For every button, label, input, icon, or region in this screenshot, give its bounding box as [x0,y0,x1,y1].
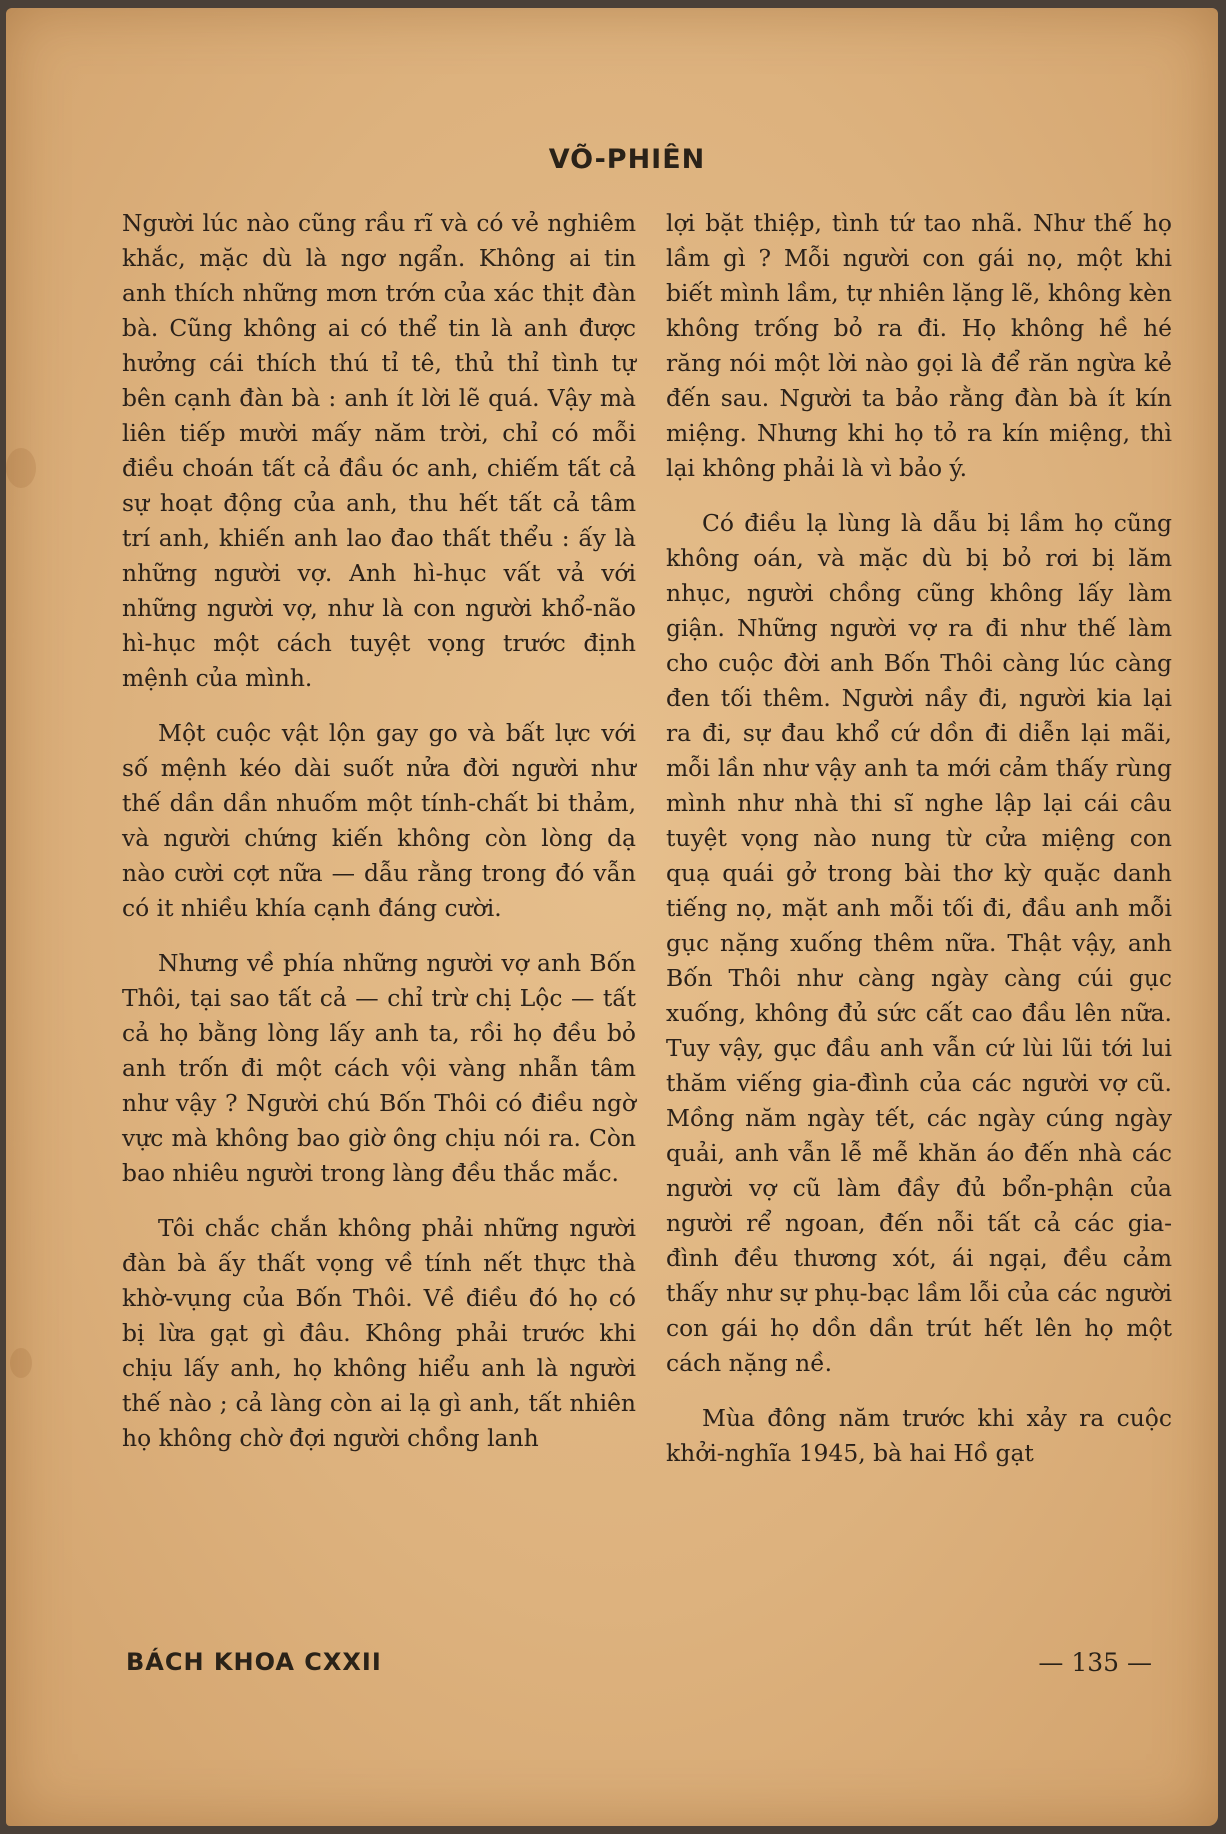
paragraph: Tôi chắc chắn không phải những người đàn bà ấy thất vọng về tính nết thực thà khờ-vụng của Bốn Thôi. Về điều đó họ có bị lừa gạt gì đâu. Không phải trước khi chịu lấy anh, họ không hiểu anh là người thế nào ; cả làng còn ai lạ gì anh, tất nhiên họ không chờ đợi người chồng lanh [122,1214,636,1452]
paragraph: Người lúc nào cũng rầu rĩ và có vẻ nghiêm khắc, mặc dù là ngơ ngẩn. Không ai tin anh thích những mơn trớn của xác thịt đàn bà. Cũng không ai có thể tin là anh được hưởng cái thích thú tỉ tê, thủ thỉ tình tự bên cạnh đàn bà : anh ít lời lẽ quá. Vậy mà liên tiếp mười mấy năm trời, chỉ có mỗi điều choán tất cả đầu óc anh, chiếm tất cả sự hoạt động của anh, thu hết tất cả tâm trí anh, khiến anh lao đao thất thểu : ấy là những người vợ. Anh hì-hục vất vả với những người vợ, như là con người khổ-não hì-hục một cách tuyệt vọng trước định mệnh của mình. [122,209,636,692]
book-page [6,8,1218,1826]
page-number: — 135 — [1038,1648,1152,1677]
paragraph: lợi bặt thiệp, tình tứ tao nhã. Như thế họ lầm gì ? Mỗi người con gái nọ, một khi biết mình lầm, tự nhiên lặng lẽ, không kèn không trống bỏ ra đi. Họ không hề hé răng nói một lời nào gọi là để răn ngừa kẻ đến sau. Người ta bảo rằng đàn bà ít kín miệng. Nhưng khi họ tỏ ra kín miệng, thì lại không phải là vì bảo ý. [666,209,1172,482]
publication-footer: BÁCH KHOA CXXII [126,1648,382,1676]
left-column [122,206,636,1476]
paragraph: Mùa đông năm trước khi xảy ra cuộc khởi-nghĩa 1945, bà hai Hồ gạt [666,1404,1172,1467]
paper-stain [10,1348,32,1378]
paragraph: Có điều lạ lùng là dẫu bị lầm họ cũng không oán, và mặc dù bị bỏ rơi bị lăm nhục, người chồng cũng không lấy làm giận. Những người vợ ra đi như thế làm cho cuộc đời anh Bốn Thôi càng lúc càng đen tối thêm. Người nầy đi, người kia lại ra đi, sự đau khổ cứ dồn đi diễn lại mãi, mỗi lần như vậy anh ta mới cảm thấy rùng mình như nhà thi sĩ nghe lập lại cái câu tuyệt vọng nào nung từ cửa miệng con quạ quái gở trong bài thơ kỳ quặc danh tiếng nọ, mặt anh mỗi tối đi, đầu anh mỗi gục nặng xuống thêm nữa. Thật vậy, anh Bốn Thôi như càng ngày càng cúi gục xuống, không đủ sức cất cao đầu lên nữa. Tuy vậy, gục đầu anh vẫn cứ lùi lũi tới lui thăm viếng gia-đình của các người vợ cũ. Mồng năm ngày tết, các ngày cúng ngày quải, anh vẫn lễ mễ khăn áo đến nhà các người vợ cũ làm đầy đủ bổn-phận của người rể ngoan, đến nỗi tất cả các gia-đình đều thương xót, ái ngại, đều cảm thấy như sự phụ-bạc lầm lỗi của các người con gái họ dồn dần trút hết lên họ một cách nặng nề. [666,509,1172,1377]
running-header: VÕ-PHIÊN [548,144,706,175]
paper-stain [6,448,36,488]
paragraph: Nhưng về phía những người vợ anh Bốn Thôi, tại sao tất cả — chỉ trừ chị Lộc — tất cả họ bằng lòng lấy anh ta, rồi họ đều bỏ anh trốn đi một cách vội vàng nhẫn tâm như vậy ? Người chú Bốn Thôi có điều ngờ vực mà không bao giờ ông chịu nói ra. Còn bao nhiêu người trong làng đều thắc mắc. [122,949,636,1187]
right-column [666,206,1172,1491]
paragraph: Một cuộc vật lộn gay go và bất lực với số mệnh kéo dài suốt nửa đời người như thế dần dần nhuốm một tính-chất bi thảm, và người chứng kiến không còn lòng dạ nào cười cợt nữa — dẫu rằng trong đó vẫn có it nhiều khía cạnh đáng cười. [122,719,636,922]
